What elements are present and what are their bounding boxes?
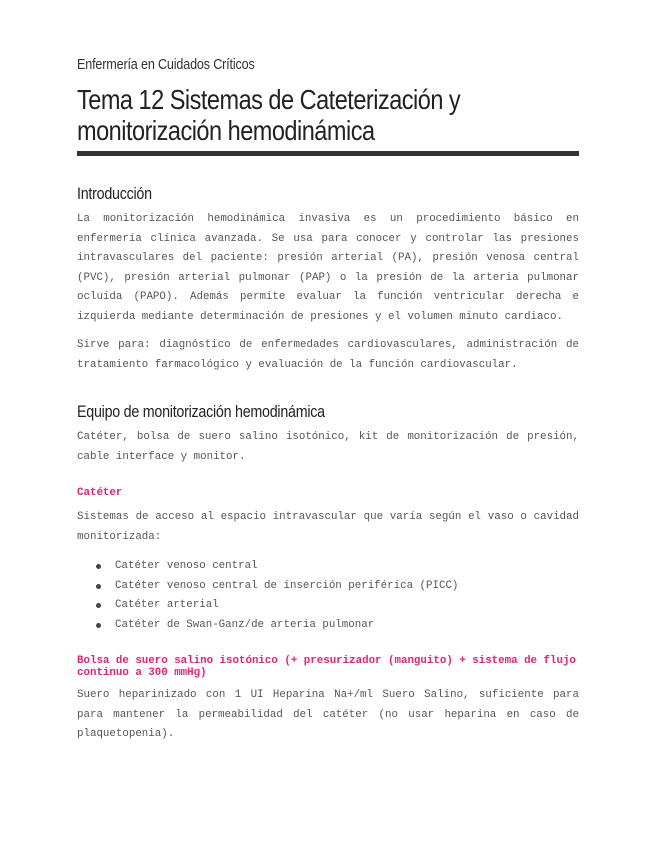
cateter-description: Sistemas de acceso al espacio intravascular que varía según el vaso o cavidad monitorizada: [77, 511, 579, 543]
bullet-icon [96, 584, 101, 589]
title-divider [77, 151, 579, 156]
page-title: Tema 12 Sistemas de Cateterización y monitorización hemodinámica [77, 84, 461, 146]
subheading-cateter: Catéter [77, 487, 123, 499]
section-heading-introduccion: Introducción [77, 184, 152, 203]
list-item-text: Catéter venoso central de inserción periférica (PICC) [115, 579, 459, 592]
list-item-text: Catéter arterial [115, 599, 219, 611]
bullet-icon [96, 603, 101, 608]
list-item-text: Catéter de Swan-Ganz/de arteria pulmonar [115, 618, 375, 631]
intro-paragraph-2: Sirve para: diagnóstico de enfermedades cardiovasculares, administración de tratamiento farmacológico y evaluación de la función cardiovascular. [77, 339, 579, 371]
bullet-icon [96, 564, 101, 569]
equipo-intro-paragraph: Catéter, bolsa de suero salino isotónico, kit de monitorización de presión, cable interface y monitor. [77, 431, 579, 463]
list-item [77, 596, 579, 616]
list-item [77, 577, 579, 597]
subheading-bolsa-suero: Bolsa de suero salino isotónico (+ presurizador (manguito) + sistema de flujo continuo a 300 mmHg) [77, 655, 576, 679]
cateter-list [77, 557, 579, 635]
course-name: Enfermería en Cuidados Críticos [77, 56, 255, 73]
section-heading-equipo: Equipo de monitorización hemodinámica [77, 402, 325, 421]
list-item-text: Catéter venoso central [115, 560, 258, 572]
bolsa-suero-description: Suero heparinizado con 1 UI Heparina Na+/ml Suero Salino, suficiente para para mantener la permeabilidad del catéter (no usar heparina en caso de plaquetopenia). [77, 689, 579, 740]
bullet-icon [96, 623, 101, 628]
intro-paragraph-1: La monitorización hemodinámica invasiva es un procedimiento básico en enfermería clínica avanzada. Se usa para conocer y controlar las presiones intravasculares del paciente: presión arterial (PA), presión venosa central (PVC), presión arterial pulmonar (PAP) o la presión de la arteria pulmonar ocluida (PAPO). Además permite evaluar la función ventricular derecha e izquierda mediante determinación de presiones y el volumen minuto cardiaco. [77, 213, 579, 323]
list-item [77, 616, 579, 636]
list-item [77, 557, 579, 577]
